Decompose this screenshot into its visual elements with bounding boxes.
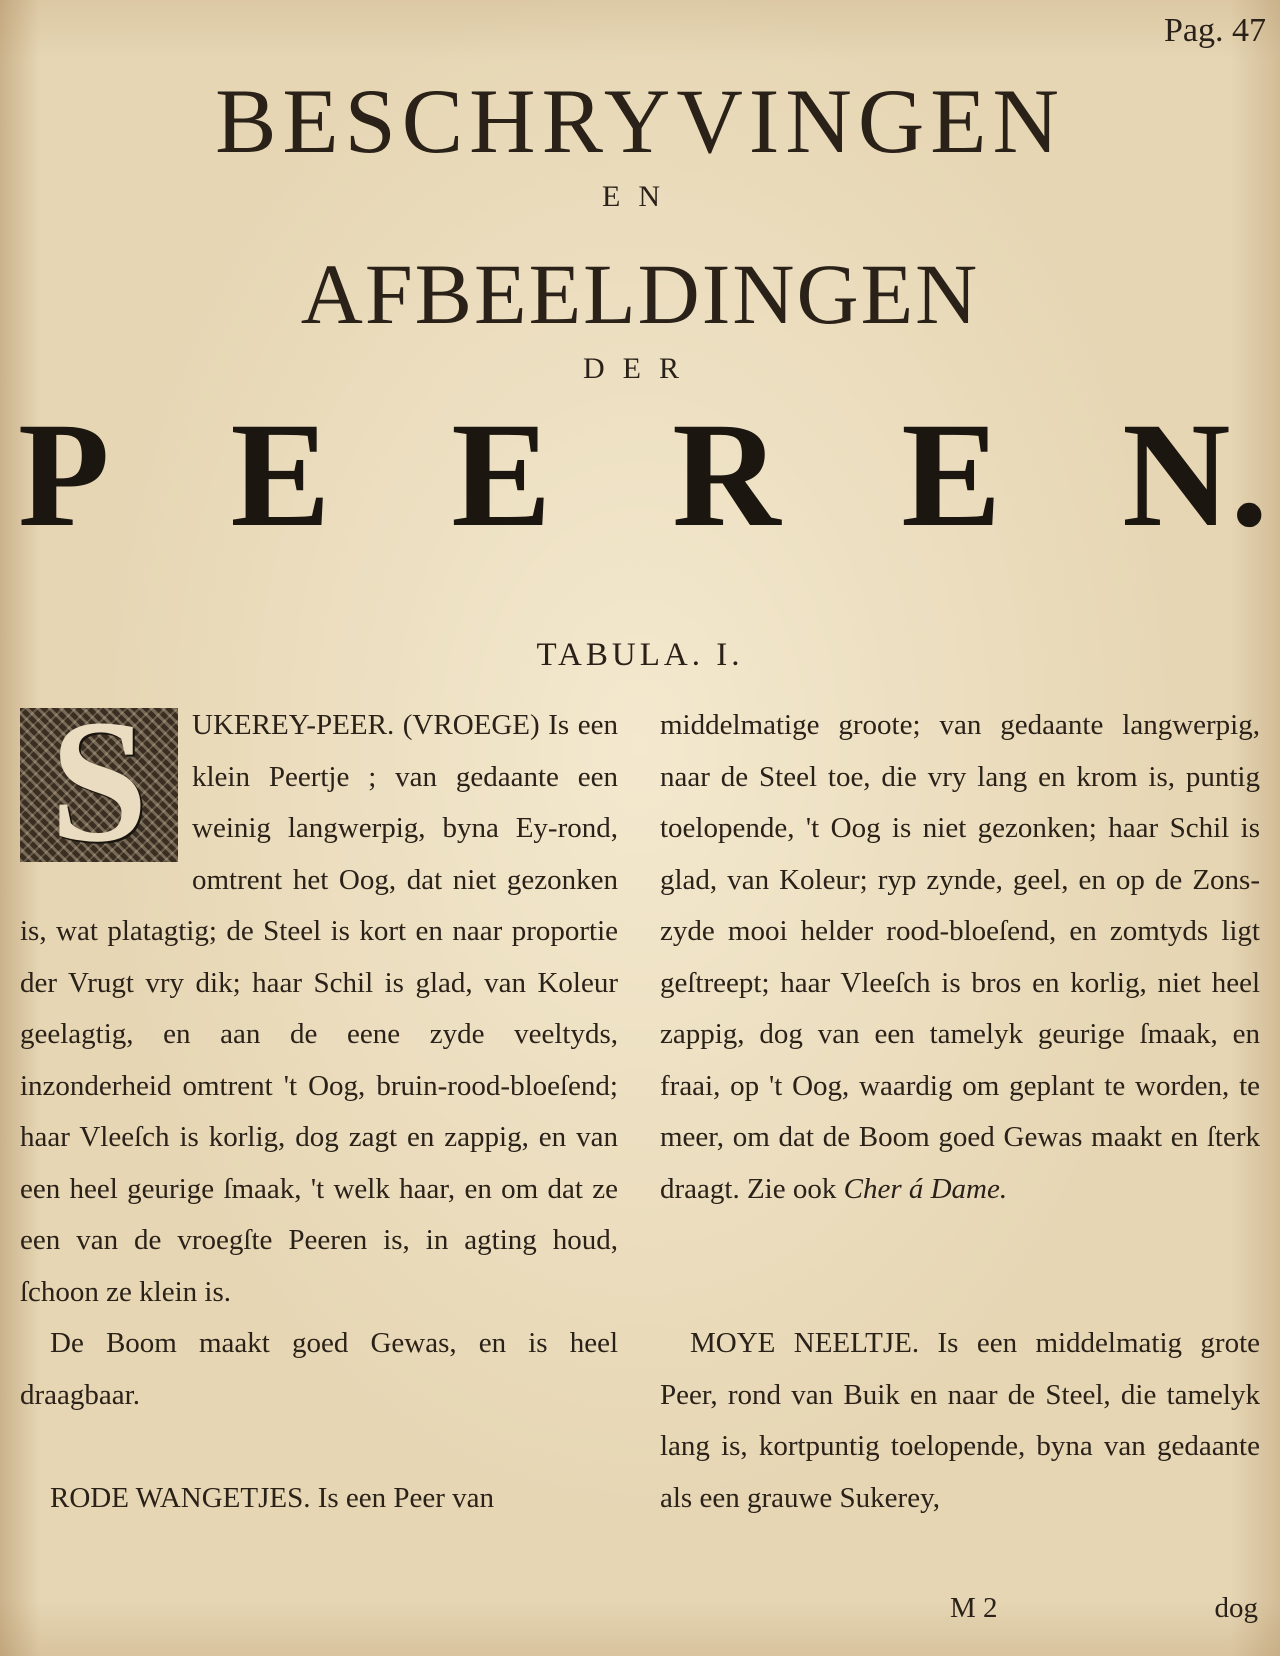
title-beschryvingen: BESCHRYVINGEN xyxy=(215,70,1065,172)
cross-reference-italic: Cher á Dame. xyxy=(843,1172,1008,1205)
drop-cap-letter: S xyxy=(50,708,148,862)
entry-rode-wangetjes: RODE WANGETJES. Is een Peer van xyxy=(50,1481,495,1514)
title-en: EN xyxy=(602,180,678,213)
entry-continuation-text: middelmatige groote; van gedaante langwerpig, naar de Steel toe, die vry lang en krom is, puntig toelopende, 't Oog is niet gezonken; haar Schil is glad, van Koleur; ryp zynde, geel, en op de Zons-zyde mooi helder rood-bloeſend, en zomtyds ligt geſtreept; haar Vleeſch is bros en korlig, niet heel zappig, dog van een tamelyk geurige ſmaak, en fraai, op 't Oog, waardig om geplant te worden, te meer, om dat de Boom goed Gewas maakt en ſterk draagt. Zie ook xyxy=(660,709,1260,1205)
tabula-heading: TABULA. I. xyxy=(536,637,744,673)
title-peeren-letter: E xyxy=(230,392,331,558)
right-column xyxy=(660,700,1260,1524)
drop-cap-ornament xyxy=(20,708,178,862)
page-number: Pag. 47 xyxy=(1164,12,1266,49)
title-peeren-letter: R xyxy=(672,392,781,558)
left-column xyxy=(20,700,618,1524)
entry-sukerey-peer: UKEREY-PEER. (VROEGE) Is een klein Peertje ; van gedaante een weinig langwerpig, byna Ey-rond, omtrent het Oog, dat niet gezonken is, wat platagtig; de Steel is kort en naar proportie der Vrugt vry dik; haar Schil is glad, van Koleur geelagtig, en aan de eene zyde veeltyds, inzonderheid omtrent 't Oog, bruin-rood-bloeſend; haar Vleeſch is korlig, dog zagt en zappig, en van een heel geurige ſmaak, 't welk haar, en om dat ze een van de vroegſte Peeren is, in agting houd, ſchoon ze klein is. xyxy=(20,709,618,1308)
title-afbeeldingen: AFBEELDINGEN xyxy=(300,246,980,342)
entry-moye-neeltje: MOYE NEELTJE. Is een middelmatig grote Peer, rond van Buik en naar de Steel, die tamelyk lang is, kortpuntig toelopende, byna van gedaante als een grauwe Sukerey, xyxy=(660,1327,1260,1514)
signature-mark: M 2 xyxy=(950,1592,998,1624)
title-peeren-letter: E xyxy=(451,392,552,558)
title-peeren-letter: P xyxy=(18,392,110,558)
title-peeren xyxy=(18,392,1268,558)
title-der: DER xyxy=(583,352,697,385)
catchword: dog xyxy=(1214,1592,1258,1624)
title-peeren-letter: N. xyxy=(1122,392,1268,558)
entry-continuation xyxy=(660,700,1260,1215)
title-peeren-letter: E xyxy=(901,392,1002,558)
entry-sukerey-boom: De Boom maakt goed Gewas, en is heel draagbaar. xyxy=(20,1327,618,1411)
